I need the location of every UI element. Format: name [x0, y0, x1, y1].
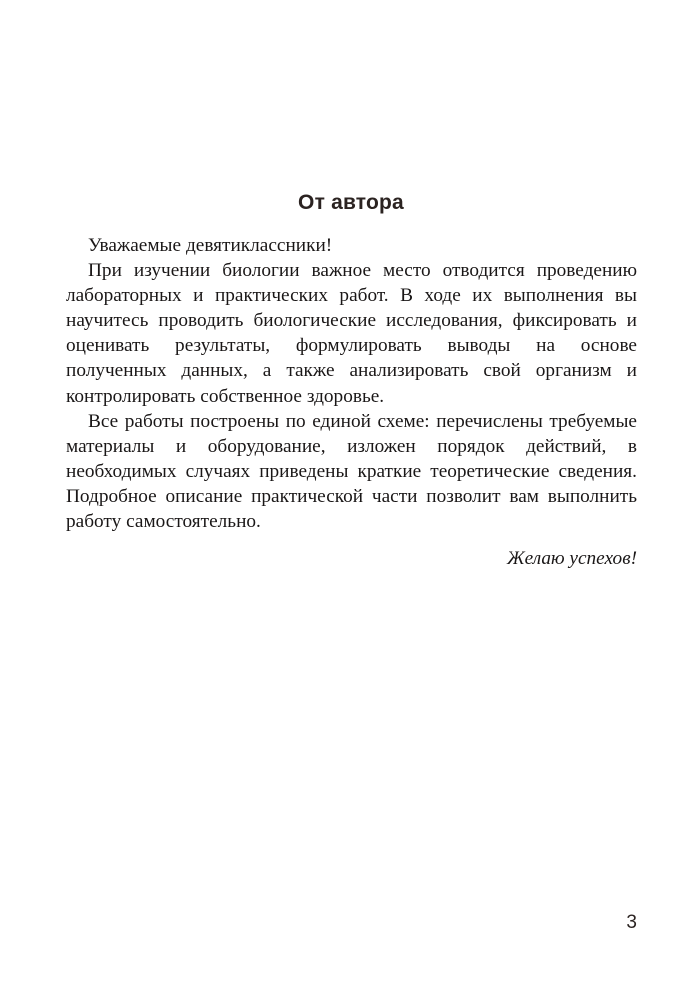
page-number: 3 [626, 912, 637, 933]
body-text-block [66, 233, 637, 571]
paragraph-intro: При изучении биологии важное место отводится проведению лабораторных и практических работ. В ходе их выполнения вы научитесь проводить биологические исследования, фиксировать и оценивать результаты, формулировать выводы на основе полученных данных, а также анализировать свой организм и контролировать собственное здоровье. [66, 260, 637, 407]
page-title: От автора [298, 191, 404, 215]
paragraph-greeting: Уважаемые девятиклассники! [88, 235, 333, 256]
closing-wish: Желаю успехов! [506, 548, 637, 570]
paragraph-structure: Все работы построены по единой схеме: перечислены требуемые материалы и оборудование, изложен порядок действий, в необходимых случаях приведены краткие теоретические сведения. Подробное описание практической части позволит вам выполнить работу самостоятельно. [66, 410, 637, 533]
